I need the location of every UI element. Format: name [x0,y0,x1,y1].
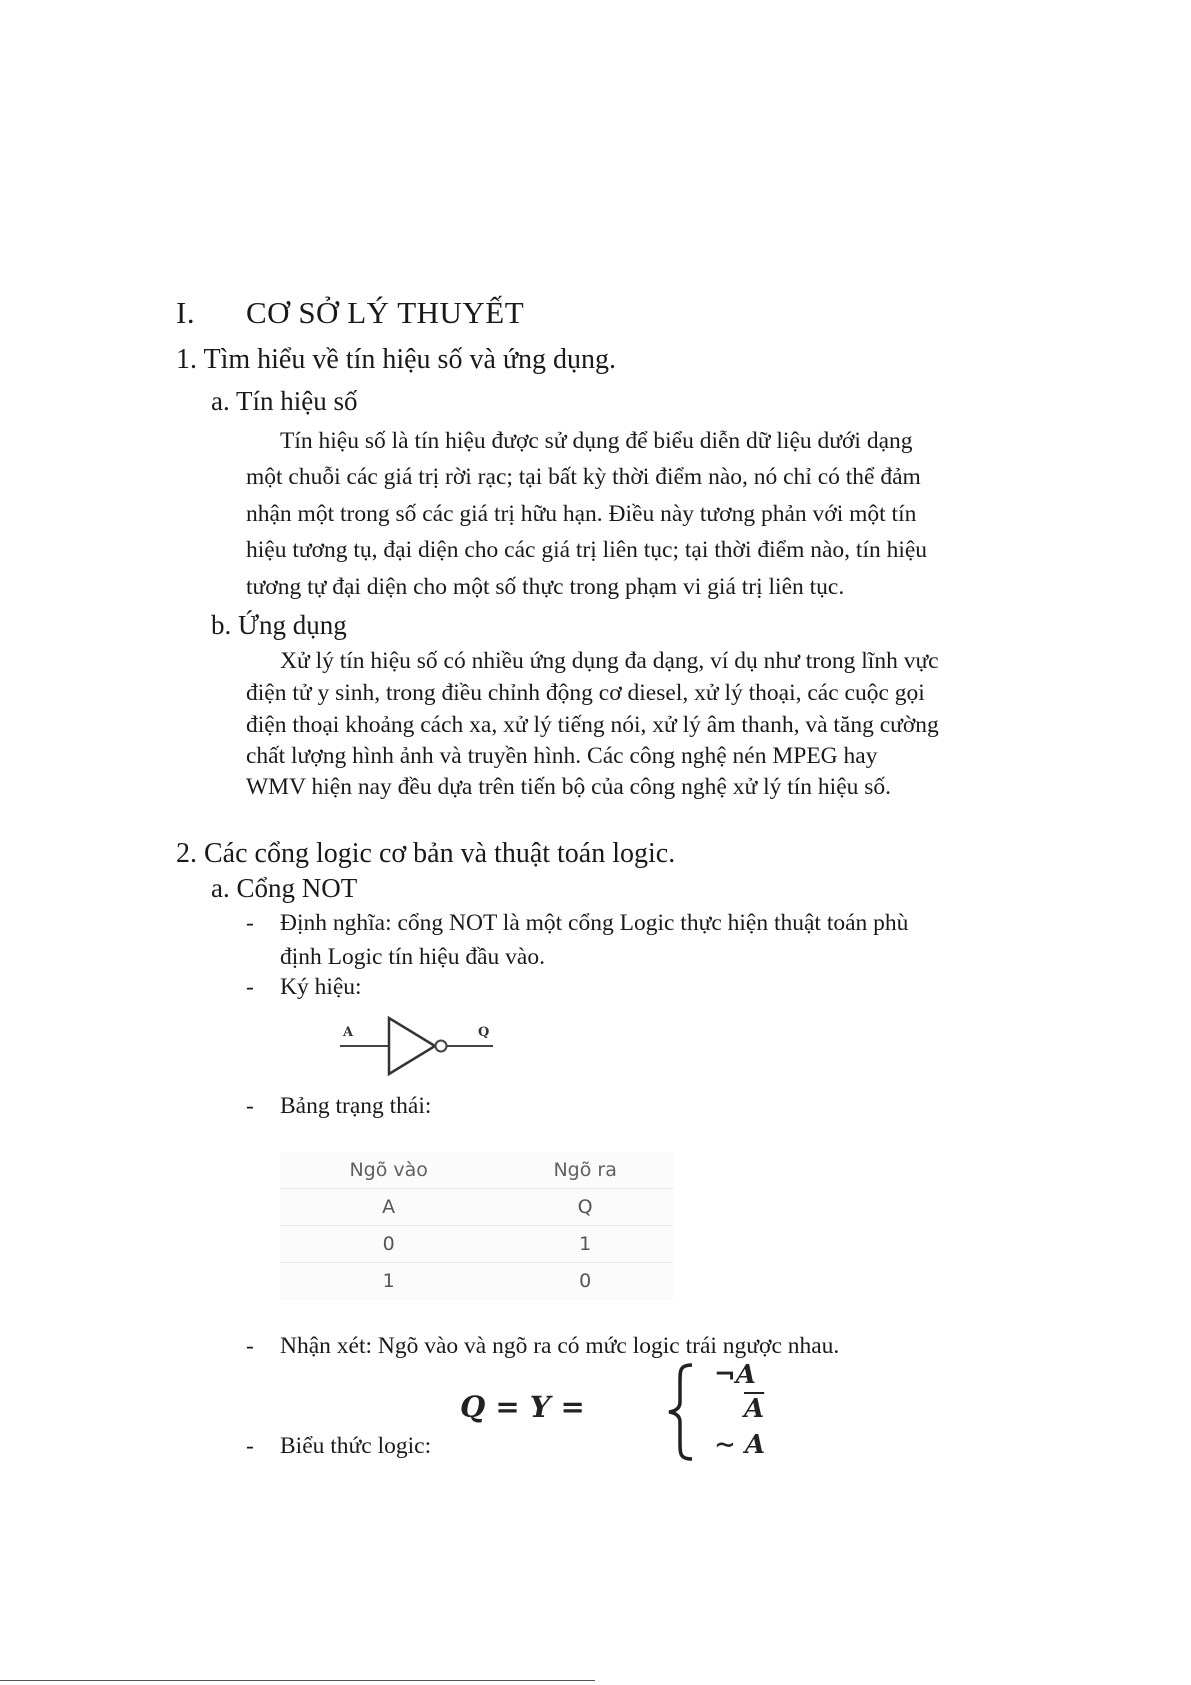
dash-bullet: - [246,1433,254,1459]
table-label-line [246,1093,431,1120]
table-cell: A [280,1189,497,1226]
table-cell: Q [497,1189,673,1226]
expression-label-line [246,1433,431,1460]
paragraph-line: một chuỗi các giá trị rời rạc; tại bất kỳ thời điểm nào, nó chỉ có thể đảm [246,464,921,490]
footer-rule [0,1680,595,1681]
part2-heading: 2. Các cổng logic cơ bản và thuật toán logic. [176,838,676,869]
dash-bullet: - [246,974,254,1000]
dash-bullet: - [246,1333,254,1359]
table-cell: 1 [382,1270,395,1292]
remark-line [246,1333,839,1360]
paragraph-line: điện thoại khoảng cách xa, xử lý tiếng nói, xử lý âm thanh, và tăng cường [246,712,939,738]
not-gate-symbol [335,1012,505,1077]
table-cell: 1 [497,1226,673,1263]
part2-a-title: a. Cổng NOT [211,873,358,903]
expression-label: Biểu thức logic: [280,1433,432,1459]
part1-a-title: a. Tín hiệu số [211,386,358,416]
table-row [280,1263,673,1300]
gate-triangle [389,1018,435,1074]
paragraph-line: điện tử y sinh, trong điều chỉnh động cơ diesel, xử lý thoại, các cuộc gọi [246,680,925,706]
table-label: Bảng trạng thái: [280,1093,432,1119]
formula-case-negation: ¬A [714,1360,756,1390]
formula-lhs: Q = Y = [460,1390,585,1424]
table-cell: 0 [280,1226,497,1263]
formula-case-overline: $\overline{A}$ [744,1394,765,1424]
paragraph-line: Tín hiệu số là tín hiệu được sử dụng để biểu diễn dữ liệu dưới dạng [280,428,913,454]
paragraph-line: tương tự đại diện cho một số thực trong phạm vi giá trị liên tục. [246,574,845,600]
definition-line [246,910,908,937]
section-title: CƠ SỞ LÝ THUYẾT [246,295,525,330]
header-input: Ngõ vào [280,1152,497,1189]
table-row [280,1189,673,1226]
paragraph-line: nhận một trong số các giá trị hữu hạn. Điều này tương phản với một tín [246,501,917,527]
part1-b-title: b. Ứng dụng [211,610,347,640]
formula-brace [664,1362,698,1462]
formula-case-tilde: ∼ A [714,1430,766,1460]
table-cell: 0 [579,1270,592,1292]
section-number: I. [176,295,196,330]
symbol-label-line [246,974,362,1001]
paragraph-line: chất lượng hình ảnh và truyền hình. Các công nghệ nén MPEG hay [246,743,878,769]
definition-text: Định nghĩa: cổng NOT là một cổng Logic thực hiện thuật toán phù [280,910,909,936]
gate-output-label: Q [478,1025,490,1040]
symbol-label: Ký hiệu: [280,974,362,1000]
table-row [280,1226,673,1263]
definition-line-2: định Logic tín hiệu đầu vào. [280,944,545,970]
remark-text: Nhận xét: Ngõ vào và ngõ ra có mức logic trái ngược nhau. [280,1333,840,1359]
gate-input-label: A [343,1025,354,1040]
paragraph-line: WMV hiện nay đều dựa trên tiến bộ của công nghệ xử lý tín hiệu số. [246,774,892,800]
gate-inversion-bubble [436,1041,447,1052]
state-table [280,1152,673,1299]
paragraph-line: Xử lý tín hiệu số có nhiều ứng dụng đa dạng, ví dụ như trong lĩnh vực [280,648,939,674]
part1-heading: 1. Tìm hiểu về tín hiệu số và ứng dụng. [176,344,617,375]
dash-bullet: - [246,1093,254,1119]
table-header-row [280,1152,673,1189]
header-output: Ngõ ra [497,1152,673,1189]
paragraph-line: hiệu tương tụ, đại diện cho các giá trị liên tục; tại thời điểm nào, tín hiệu [246,537,928,563]
dash-bullet: - [246,910,254,936]
